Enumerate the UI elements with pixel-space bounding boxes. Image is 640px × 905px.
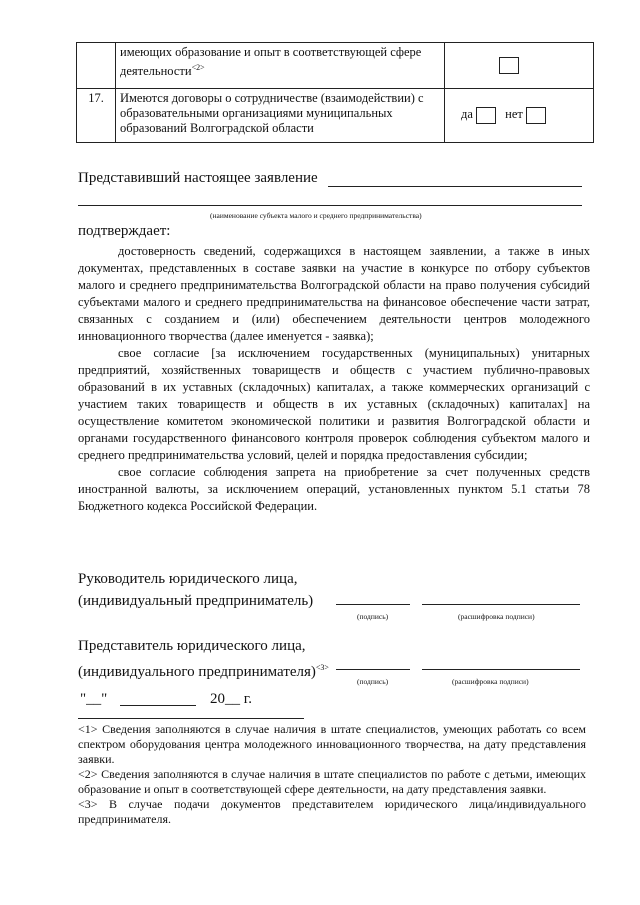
table-row [77,89,594,143]
rep-line-1: Представитель юридического лица, [78,638,306,654]
paragraph: свое согласие соблюдения запрета на приобретение за счет полученных средств иностранной валюты, за исключением операций, установленных пунктом 5.1 статьи 78 Бюджетного кодекса Российской Федерации. [78,465,590,513]
answer-checkbox[interactable] [499,57,519,74]
date-year[interactable]: 20__ г. [210,691,252,707]
footnote: <1> Сведения заполняются в случае наличия в штате специалистов, умеющих работать со всем спектром оборудования центра молодежного инновационного творчества, на дату представления заявки. [78,722,586,766]
yes-checkbox[interactable] [476,107,496,124]
row-text-cell [116,43,445,89]
row-number: 17. [77,89,116,143]
date-day[interactable]: "__" [80,691,108,707]
head-line-1: Руководитель юридического лица, [78,571,298,587]
rep-signature-decode-field[interactable] [422,669,580,670]
row-text: Имеются договоры о сотрудничестве (взаимодействии) с образовательными организациями муниципальных образований Волгоградской области [116,89,445,143]
head-signature-decode-field[interactable] [422,604,580,605]
applicant-label: Представивший настоящее заявление [78,170,318,186]
head-signature-field[interactable] [336,604,410,605]
criteria-table [76,42,594,143]
footnote-ref: <3> [315,663,329,672]
paragraph: свое согласие [за исключением государственных (муниципальных) унитарных предприятий, хозяйственных товариществ и обществ с участием публично-правовых образований в их уставных (складочных) капиталах, а также коммерческих организаций с участием таких товариществ и обществ в их уставных (складочных) капиталах] на осуществление комитетом экономической политики и развития Волгоградской области и органами государственного финансового контроля проверок соблюдения субъектом малого и среднего предпринимательства условий, целей и порядка предоставления субсидии; [78,346,590,462]
confirms-label: подтверждает: [78,223,171,239]
footnotes [78,722,586,827]
footnote: <3> В случае подачи документов представителем юридического лица/индивидуального предпринимателя. [78,797,586,826]
rep-signatory-label [78,635,329,683]
row-answer-cell [445,43,594,89]
footnote: <2> Сведения заполняются в случае наличия в штате специалистов по работе с детьми, имеющих образование и опыт в соответствующей сфере деятельности, на дату представления заявки. [78,767,586,796]
sign-caption: (подпись) [357,612,389,621]
applicant-name-line[interactable] [78,205,582,206]
rep-signature-field[interactable] [336,669,410,670]
applicant-caption: (наименование субъекта малого и среднего предпринимательства) [210,211,422,220]
decode-caption: (расшифровка подписи) [452,677,529,686]
row-number-cell [77,43,116,89]
declaration-text [78,243,590,515]
date-month-field[interactable] [120,705,196,706]
row-answer-cell [445,89,594,143]
sign-caption: (подпись) [357,677,389,686]
head-line-2: (индивидуальный предприниматель) [78,593,314,609]
footnote-divider [78,718,304,719]
head-signatory-label [78,568,313,612]
applicant-name-field[interactable] [328,186,582,187]
rep-line-2: (индивидуального предпринимателя) [78,664,316,680]
paragraph: достоверность сведений, содержащихся в настоящем заявлении, а также в иных документах, представленных в составе заявки на участие в конкурсе по отбору субъектов малого и среднего предпринимательства Волгоградской области на право получения субсидий субъектами малого и среднего предпринимательства на финансовое обеспечение части затрат, связанных с созданием и (или) обеспечением деятельности центров молодежного инновационного творчества (далее именуется - заявка); [78,244,590,343]
decode-caption: (расшифровка подписи) [458,612,535,621]
yes-label: да [461,107,473,122]
no-checkbox[interactable] [526,107,546,124]
table-row [77,43,594,89]
row-text: имеющих образование и опыт в соответствующей сфере деятельности [120,45,422,79]
footnote-ref: <2> [191,63,205,72]
no-label: нет [505,107,523,122]
